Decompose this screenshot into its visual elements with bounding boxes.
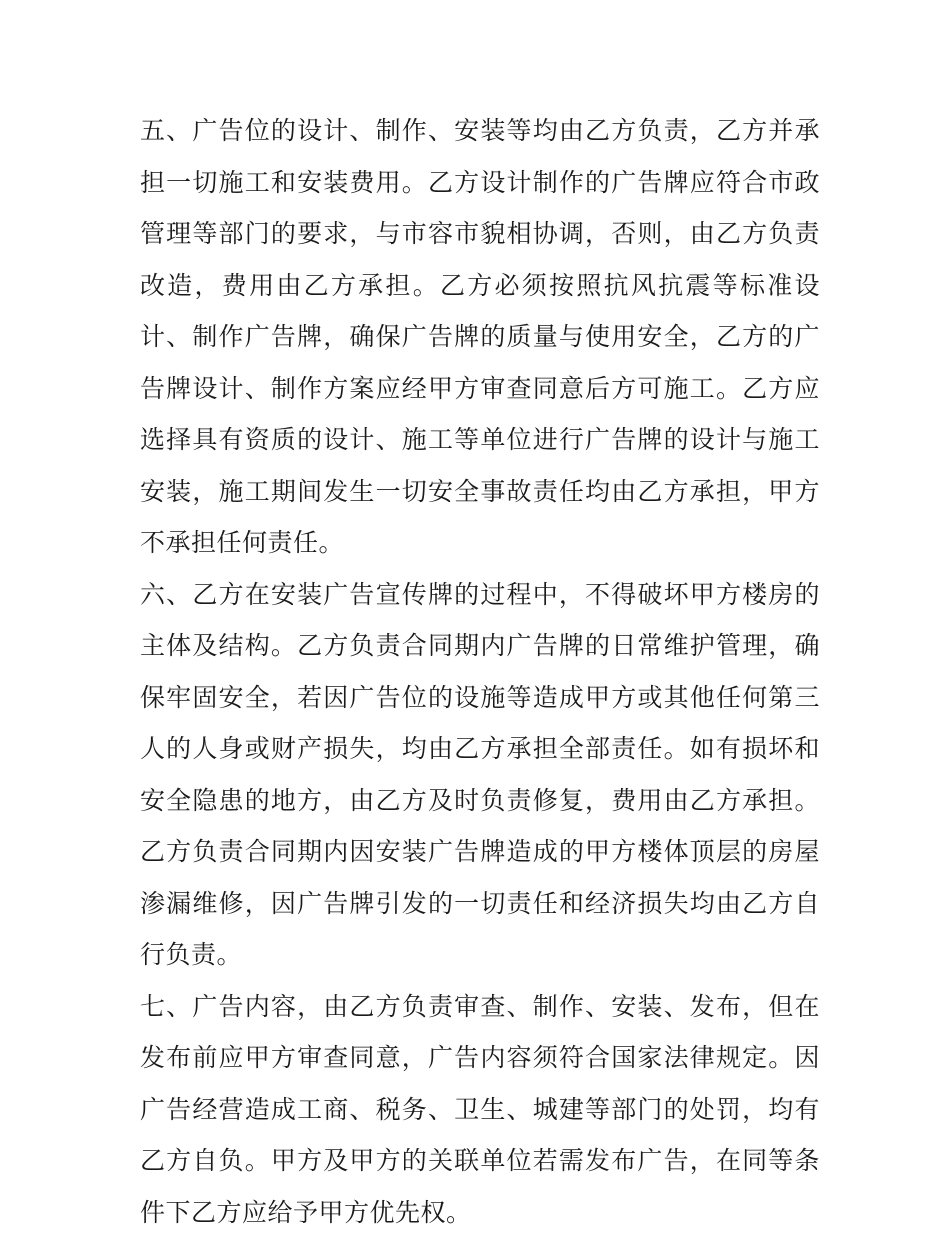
clause-7-paragraph: 七、广告内容，由乙方负责审查、制作、安装、发布，但在发布前应甲方审查同意，广告内容须符合国家法律规定。因广告经营造成工商、税务、卫生、城建等部门的处罚，均有乙方自负。甲方及甲方的关联单位若需发布广告，在同等条件下乙方应给予甲方优先权。 (140, 981, 820, 1238)
clause-6-paragraph: 六、乙方在安装广告宣传牌的过程中，不得破坏甲方楼房的主体及结构。乙方负责合同期内广告牌的日常维护管理，确保牢固安全，若因广告位的设施等造成甲方或其他任何第三人的人身或财产损失，均由乙方承担全部责任。如有损坏和安全隐患的地方，由乙方及时负责修复，费用由乙方承担。乙方负责合同期内因安装广告牌造成的甲方楼体顶层的房屋渗漏维修，因广告牌引发的一切责任和经济损失均由乙方自行负责。 (140, 569, 820, 981)
document-body (140, 105, 820, 1238)
clause-5-paragraph: 五、广告位的设计、制作、安装等均由乙方负责，乙方并承担一切施工和安装费用。乙方设计制作的广告牌应符合市政管理等部门的要求，与市容市貌相协调，否则，由乙方负责改造，费用由乙方承担。乙方必须按照抗风抗震等标准设计、制作广告牌，确保广告牌的质量与使用安全，乙方的广告牌设计、制作方案应经甲方审查同意后方可施工。乙方应选择具有资质的设计、施工等单位进行广告牌的设计与施工安装，施工期间发生一切安全事故责任均由乙方承担，甲方不承担任何责任。 (140, 105, 820, 569)
